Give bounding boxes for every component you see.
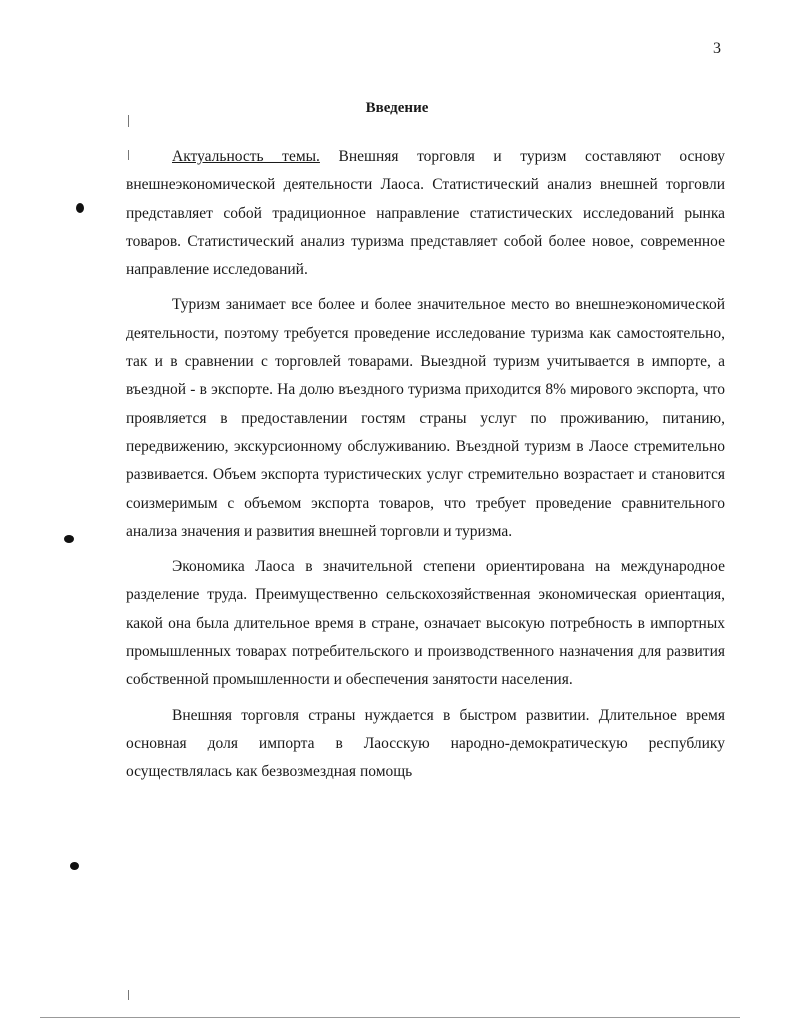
scan-speck xyxy=(76,203,84,213)
scan-edge-line xyxy=(40,1017,740,1018)
page-title: Введение xyxy=(365,100,429,116)
paragraph-2: Туризм занимает все более и более значительное место во внешнеэкономической деятельности, поэтому требуется проведение исследование туризма как самостоятельно, так и в сравнении с торговлей товарами. Выездной туризм учитывается в импорте, а въездной - в экспорте. На долю въездного туризма приходится 8% мирового экспорта, что проявляется в предоставлении гостям страны услуг по проживанию, питанию, передвижению, экскурсионному обслуживанию. Въездной туризм в Лаосе стремительно развивается. Объем экспорта туристических услуг стремительно возрастает и становится соизмеримым с объемом экспорта товаров, что требует проведение сравнительного анализа значения и развития внешней торговли и туризма. xyxy=(126,296,725,540)
body-text xyxy=(126,143,725,794)
scan-speck xyxy=(70,862,79,870)
page-number: 3 xyxy=(713,40,721,57)
scan-speck xyxy=(64,535,74,543)
scan-line xyxy=(128,150,129,160)
paragraph-3: Экономика Лаоса в значительной степени ориентирована на международное разделение труда. Преимущественно сельскохозяйственная экономическая ориентация, какой она была длительное время в стране, означает высокую потребность в импортных промышленных товарах потребительского и производственного назначения для развития собственной промышленности и обеспечения занятости населения. xyxy=(126,558,725,689)
paragraph-4: Внешняя торговля страны нуждается в быстром развитии. Длительное время основная доля импорта в Лаосскую народно-демократическую республику осуществлялась как безвозмездная помощь xyxy=(126,706,725,781)
paragraph-1 xyxy=(126,143,725,284)
scan-line xyxy=(128,990,129,1000)
paragraph-text: Внешняя торговля и туризм составляют основу внешнеэкономической деятельности Лаоса. Статистический анализ внешней торговли представляет собой традиционное направление статистических исследований рынка товаров. Статистический анализ туризма представляет собой более новое, современное направление исследований. xyxy=(126,148,725,279)
scan-line xyxy=(128,115,129,127)
paragraph-lead: Актуальность темы. xyxy=(172,148,320,165)
